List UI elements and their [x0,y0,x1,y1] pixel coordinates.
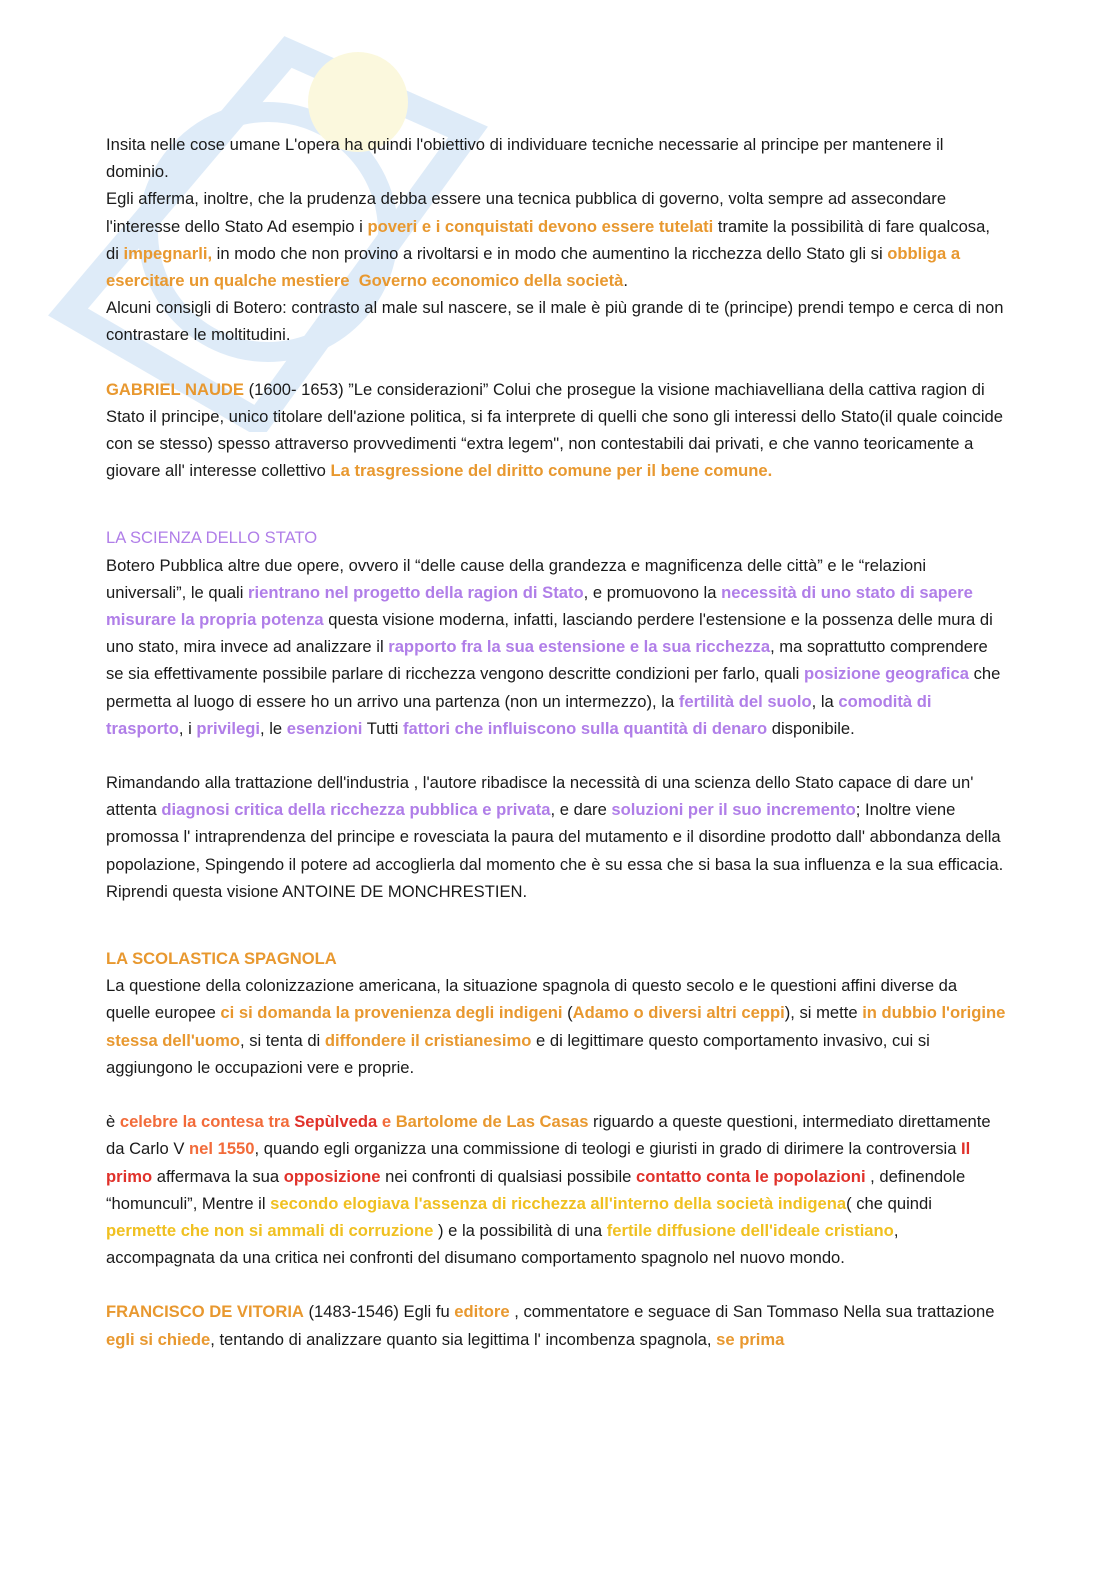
highlight: Governo economico della società [358,271,624,291]
highlight: impegnarli, [123,243,213,263]
paragraph-colonizzazione: La questione della colonizzazione americana, la situazione spagnola di questo secolo e le questioni affini diverse da quelle europee ci si domanda la provenienza degli indigeni (Adamo o diversi altri ceppi), si mette in dubbio l'origine stessa dell'uomo, si tenta di diffondere il cristianesimo e di legittimare questo comportamento invasivo, cui si aggiungono le occupazioni vere e proprie. [106,976,1006,1077]
paragraph-scienza-stato: Botero Pubblica altre due opere, ovvero il “delle cause della grandezza e magnificenza delle città” e le “relazioni universali”, le quali rientrano nel progetto della ragion di Stato, e promuovono la necessità di uno stato di sapere misurare la propria potenza questa visione moderna, infatti, lasciando perdere l'estensione e la possenza delle mura di uno stato, mira invece ad analizzare il rapporto fra la sua estensione e la sua ricchezza, ma soprattutto comprendere se sia effettivamente possibile parlare di ricchezza vengono descritte condizioni per farlo, quali posizione geografica che permetta al luogo di essere ho un arrivo una partenza (non un intermezzo), la fertilità del suolo, la comodità di trasporto, i privilegi, le esenzioni Tutti fattori che influiscono sulla quantità di denaro disponibile. [106,555,1001,738]
paragraph-vitoria: FRANCISCO DE VITORIA (1483-1546) Egli fu editore , commentatore e seguace di San Tommaso Nella sua trattazione egli si chiede, tentando di analizzare quanto sia legittima l' incombenza spagnola, se prima [106,1302,995,1349]
name-heading: FRANCISCO DE VITORIA [106,1302,304,1322]
highlight: obbliga a esercitare un qualche mestiere [106,243,961,291]
paragraph-contesa: è celebre la contesa tra Sepùlveda e Bartolome de Las Casas riguardo a queste questioni, intermediato direttamente da Carlo V nel 1550, quando egli organizza una commissione di teologi e giuristi in grado di dirimere la controversia Il primo affermava la sua opposizione nei confronti di qualsiasi possibile contatto conta le popolazioni , definendole “homunculi”, Mentre il secondo elogiava l'assenza di ricchezza all'interno della società indigena( che quindi permette che non si ammali di corruzione ) e la possibilità di una fertile diffusione dell'ideale cristiano, accompagnata da una critica nei confronti del disumano comportamento spagnolo nel nuovo mondo. [106,1112,991,1268]
paragraph-botero-prudenza: Insita nelle cose umane L'opera ha quindi l'obiettivo di individuare tecniche necessarie al principe per mantenere il dominio. Egli afferma, inoltre, che la prudenza debba essere una tecnica pubblica di governo, volta sempre ad assecondare l'interesse dello Stato Ad esempio i poveri e i conquistati devono essere tutelati tramite la possibilità di fare qualcosa, di impegnarli, in modo che non provino a rivoltarsi e in modo che aumentino la ricchezza dello Stato gli si obbliga a esercitare un qualche mestiere Governo economico della società. Alcuni consigli di Botero: contrasto al male sul nascere, se il male è più grande di te (principe) prendi tempo e cerca di non contrastare le moltitudini. [106,135,1004,345]
highlight: poveri e i conquistati devono essere tutelati [367,216,714,236]
document-body [106,131,1006,1353]
section-heading: LA SCOLASTICA SPAGNOLA [106,949,337,969]
paragraph-naude: GABRIEL NAUDE (1600- 1653) ”Le considerazioni” Colui che prosegue la visione machiavelliana della cattiva ragion di Stato il principe, unico titolare dell'azione politica, si fa interprete di quelli che sono gli interessi dello Stato(il quale coincide con se stesso) spesso attraverso provvedimenti “extra legem", non contestabili dai privati, e che vanno teoricamente a giovare all' interesse collettivo La trasgressione del diritto comune per il bene comune. [106,379,1003,481]
name-heading: GABRIEL NAUDE [106,379,244,399]
paragraph-industria: Rimandando alla trattazione dell'industria , l'autore ribadisce la necessità di una scienza dello Stato capace di dare un' attenta diagnosi critica della ricchezza pubblica e privata, e dare soluzioni per il suo incremento; Inoltre viene promossa l' intraprendenza del principe e rovesciata la paura del mutamento e il disordine prodotto dall' abbondanza della popolazione, Spingendo il potere ad accoglierla dal momento che è su essa che si basa la sua influenza e la sua efficacia. Riprendi questa visione ANTOINE DE MONCHRESTIEN. [106,773,1004,901]
highlight: La trasgressione del diritto comune per il bene comune. [330,461,773,481]
section-heading: LA SCIENZA DELLO STATO [106,528,318,548]
